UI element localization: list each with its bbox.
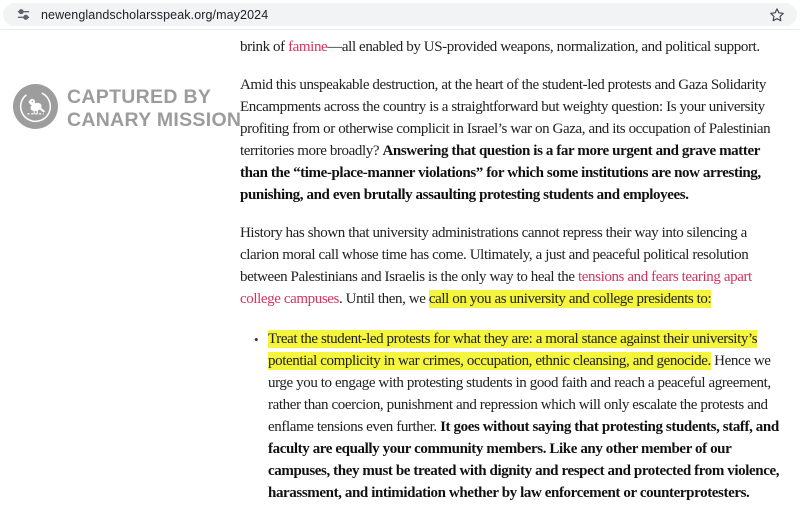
watermark-line-1: CAPTURED BY	[67, 86, 212, 108]
paragraph-history-shown	[240, 222, 786, 310]
article-body	[240, 30, 786, 504]
list-item-treat-protests	[268, 328, 786, 504]
demands-list	[240, 328, 786, 504]
text-run: —all enabled by US-provided weapons, normalization, and political support.	[327, 39, 760, 55]
canary-bird-icon	[13, 84, 58, 134]
bookmark-star-icon[interactable]	[767, 5, 787, 25]
address-bar[interactable]	[3, 3, 797, 26]
bold-text-run: Answering that question is a far more urgent and grave matter than the “time-place-manner violations” for which some institutions are now arresting, punishing, and even brutally assaulting protesting students and employees.	[240, 143, 761, 203]
tensions-fears-link[interactable]: tensions and fears tearing apart college campuses	[240, 269, 752, 307]
browser-toolbar	[0, 0, 800, 30]
highlighted-text-run: call on you as university and college presidents to:	[428, 291, 712, 307]
canary-mission-watermark	[13, 84, 241, 134]
paragraph-famine	[240, 36, 786, 58]
text-run: History has shown that university administrations cannot repress their way into silencing a clarion moral call whose time has come. Ultimately, a just and peaceful political resolution between Palestinians and Israelis is the only way to heal the	[240, 225, 749, 285]
text-run: Amid this unspeakable destruction, at the heart of the student-led protests and Gaza Solidarity Encampments across the country is a straightforward but weighty question: Is your university profiting from or otherwise complicit in Israel’s war on Gaza, and its occupation of Palestinian territories more broadly?	[240, 77, 771, 159]
highlighted-text-run: Treat the student-led protests for what they are: a moral stance against their university’s potential complicity in war crimes, occupation, ethnic cleansing, and genocide.	[268, 331, 758, 369]
paragraph-amid-destruction	[240, 74, 786, 206]
watermark-line-2: CANARY MISSION	[67, 109, 242, 131]
tune-sliders-icon[interactable]	[13, 5, 33, 25]
text-run: brink of	[240, 39, 289, 55]
text-run: Hence we urge you to engage with protesting students in good faith and reach a peaceful agreement, rather than coercion, punishment and repression which will only escalate the protests and enflame tensions even further.	[268, 353, 771, 435]
bold-text-run: It goes without saying that protesting students, staff, and faculty are equally your community members. Like any other member of our campuses, they must be treated with dignity and respect and protected from violence, harassment, and intimidation whether by law enforcement or counterprotesters.	[268, 419, 780, 501]
famine-link[interactable]: famine	[288, 39, 328, 55]
watermark-text	[67, 86, 241, 132]
url-text[interactable]: newenglandscholarsspeak.org/may2024	[41, 7, 269, 22]
text-run: . Until then, we	[338, 291, 429, 307]
